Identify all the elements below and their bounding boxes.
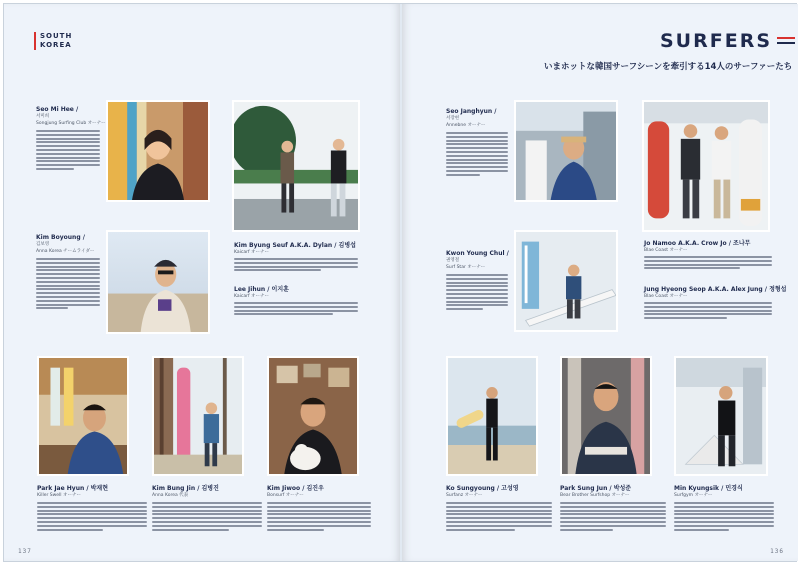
surfer-name: Lee Jihun / 이지훈: [234, 286, 289, 293]
surfer-bio: [36, 130, 100, 170]
surfer-name: Ko Sungyoung / 고성영: [446, 485, 519, 492]
surfer-name: Jo Namoo A.K.A. Crow Jo / 조나무: [644, 240, 751, 247]
surfer-affiliation: Bonsurf オーナー: [267, 493, 304, 498]
surfer-korean-name: 서미희: [36, 114, 50, 119]
surfer-name: Kwon Young Chul /: [446, 250, 509, 257]
surfer-korean-name: 김보영: [36, 242, 50, 247]
surfer-affiliation: Songjung Surfing Club オーナー: [36, 121, 106, 126]
surfer-name: Kim Boyoung /: [36, 234, 85, 241]
region-line-2: KOREA: [40, 41, 72, 49]
surfer-bio: [446, 502, 552, 531]
surfer-affiliation: Kaicarf オーナー: [234, 250, 269, 255]
surfer-photo: [37, 356, 129, 476]
page-title: SURFERS: [660, 30, 773, 52]
surfer-name: Kim Byung Seuf A.K.A. Dylan / 김병섭: [234, 242, 356, 249]
surfer-name: Min Kyungsik / 민경식: [674, 485, 743, 492]
surfer-photo: [232, 100, 360, 232]
right-page: [402, 4, 798, 561]
surfer-photo: [152, 356, 244, 476]
left-page: [4, 4, 400, 561]
surfer-photo: [446, 356, 538, 476]
surfer-bio: [36, 258, 100, 309]
surfer-name: Park Sung Jun / 박성준: [560, 485, 632, 492]
surfer-affiliation: Killer Swell オーナー: [37, 493, 81, 498]
surfer-korean-name: 권영철: [446, 258, 460, 263]
surfer-bio: [267, 502, 371, 531]
region-label: [34, 32, 86, 50]
surfer-affiliation: Blae Coast オーナー: [644, 294, 688, 299]
surfer-bio: [446, 132, 508, 176]
surfer-bio: [37, 502, 147, 531]
surfer-photo: [106, 100, 210, 202]
title-accent-rule-2: [777, 42, 795, 44]
surfer-photo: [642, 100, 770, 232]
surfer-bio: [560, 502, 666, 531]
surfer-affiliation: Bear Brother Surfshop オーナー: [560, 493, 630, 498]
surfer-affiliation: Anna Korea チームライダー: [36, 249, 95, 254]
surfer-korean-name: 서장현: [446, 116, 460, 121]
surfer-name: Seo Mi Hee /: [36, 106, 79, 113]
surfer-photo: [560, 356, 652, 476]
surfer-name: Seo Janghyun /: [446, 108, 497, 115]
page-subtitle: いまホットな韓国サーフシーンを牽引する14人のサーファーたち: [544, 62, 793, 72]
surfer-bio: [152, 502, 262, 531]
surfer-affiliation: Annebne オーナー: [446, 123, 486, 128]
surfer-name: Kim Bung Jin / 김병진: [152, 485, 219, 492]
surfer-affiliation: Blae Coast オーナー: [644, 248, 688, 253]
surfer-photo: [674, 356, 768, 476]
magazine-spread: [3, 3, 797, 562]
surfer-bio: [234, 258, 358, 271]
title-accent-rule: [777, 37, 795, 39]
surfer-name: Kim Jiwoo / 김진우: [267, 485, 324, 492]
surfer-photo: [514, 100, 618, 202]
surfer-bio: [446, 274, 508, 310]
region-line-1: SOUTH: [40, 32, 73, 40]
surfer-affiliation: Anna Korea 代表: [152, 493, 189, 498]
surfer-bio: [644, 302, 772, 319]
surfer-photo: [106, 230, 210, 334]
surfer-bio: [234, 302, 358, 315]
surfer-bio: [644, 256, 772, 269]
surfer-name: Jung Hyeong Seop A.K.A. Alex Jung / 정형섭: [644, 286, 787, 293]
surfer-affiliation: Surfgym オーナー: [674, 493, 713, 498]
surfer-photo: [267, 356, 359, 476]
surfer-bio: [674, 502, 774, 531]
surfer-affiliation: Kaicarf オーナー: [234, 294, 269, 299]
page-number-left: 137: [18, 548, 32, 555]
page-number-right: 136: [770, 548, 784, 555]
surfer-affiliation: Surf Star オーナー: [446, 265, 486, 270]
surfer-affiliation: Surfanz オーナー: [446, 493, 483, 498]
surfer-photo: [514, 230, 618, 332]
surfer-name: Park Jae Hyun / 박재현: [37, 485, 108, 492]
